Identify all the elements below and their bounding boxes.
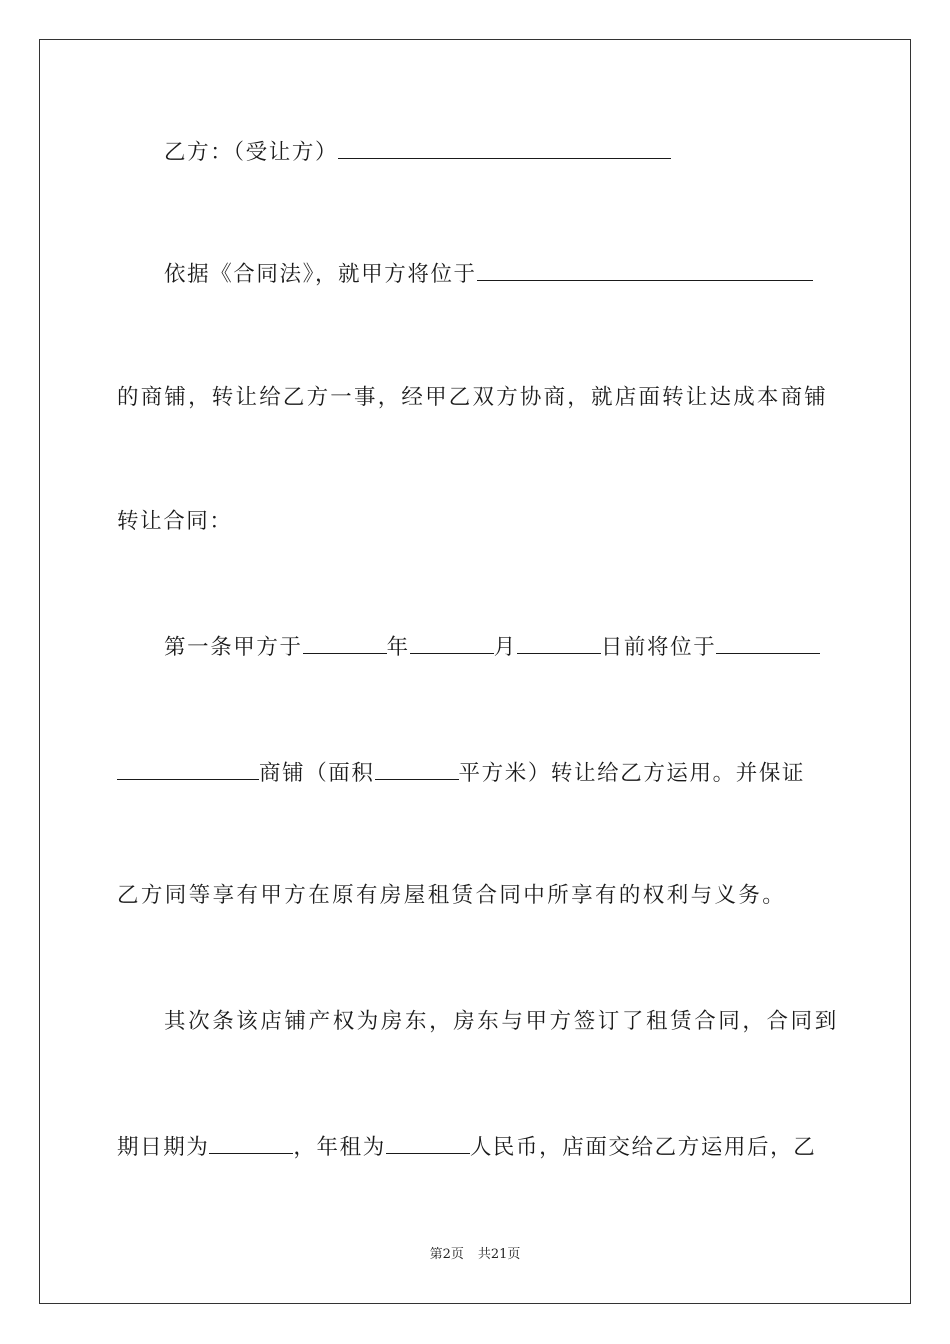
page-number: 第2页 [429, 1247, 464, 1262]
expiry-line [117, 1131, 833, 1161]
paragraph-text: 乙方同等享有甲方在原有房屋租赁合同中所享有的权利与义务。 [117, 883, 787, 908]
paragraph-line [117, 383, 833, 413]
before-location-text: 日前将位于 [600, 635, 717, 660]
basis-text: 依据《合同法》，就甲方将位于 [164, 262, 477, 287]
page-footer [0, 1246, 950, 1264]
paragraph-text: 转让合同： [117, 509, 233, 534]
year-blank [303, 631, 387, 654]
article-two-text: 其次条该店铺产权为房东，房东与甲方签订了租赁合同，合同到 [164, 1009, 839, 1034]
paragraph-text: 的商铺，转让给乙方一事，经甲乙双方协商，就店面转让达成本商铺 [117, 385, 829, 410]
party-b-label: 乙方：（受让方） [164, 140, 339, 165]
shop-area-line [117, 757, 833, 787]
area-blank [375, 757, 459, 780]
year-label: 年 [386, 635, 410, 660]
paragraph-line [117, 881, 833, 911]
month-label: 月 [493, 635, 517, 660]
shop-area-text: 商铺（面积 [259, 761, 375, 786]
expiry-text: 期日期为 [117, 1135, 210, 1160]
expiry-date-blank [209, 1131, 293, 1154]
month-blank [410, 631, 494, 654]
article-one-text: 第一条甲方于 [164, 635, 303, 660]
paragraph-line [117, 507, 833, 537]
article-two-line [117, 1007, 839, 1037]
basis-line [117, 258, 833, 288]
party-b-blank [338, 136, 671, 159]
address-continued-blank [117, 757, 259, 780]
rent-blank [386, 1131, 470, 1154]
page-border [39, 39, 911, 1304]
address-blank [716, 631, 820, 654]
location-blank [477, 258, 813, 281]
rent-text: ，年租为 [293, 1135, 386, 1160]
transfer-text: 平方米）转让给乙方运用。并保证 [458, 761, 806, 786]
party-b-line [117, 136, 833, 166]
day-blank [517, 631, 601, 654]
article-one-line [117, 631, 833, 661]
currency-text: 人民币，店面交给乙方运用后，乙 [469, 1135, 817, 1160]
page-total: 共21页 [477, 1247, 521, 1262]
